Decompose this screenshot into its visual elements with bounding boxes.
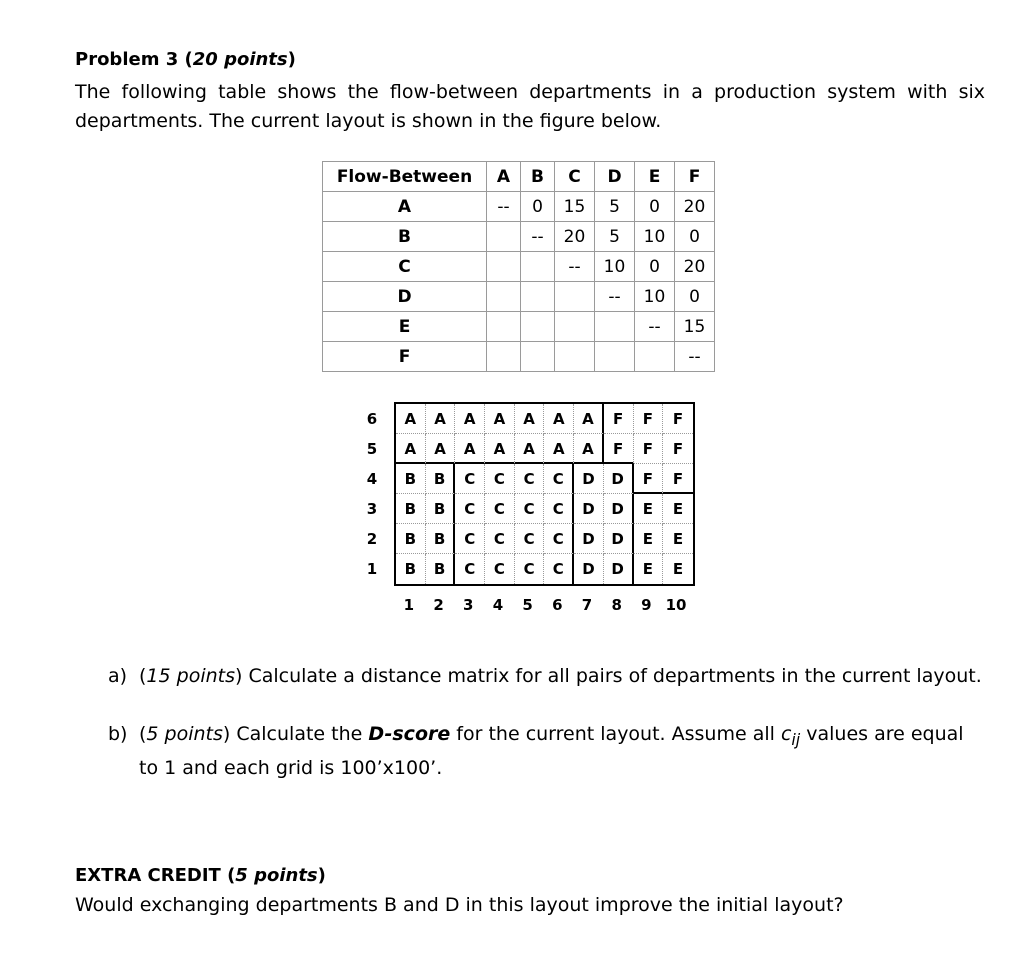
flow-cell bbox=[555, 342, 595, 372]
flow-cell: -- bbox=[487, 192, 521, 222]
flow-cell: 20 bbox=[555, 222, 595, 252]
flow-cell: 5 bbox=[595, 222, 635, 252]
problem-points: 20 points bbox=[192, 49, 288, 70]
flow-cell: 0 bbox=[675, 282, 715, 312]
layout-cell: F bbox=[604, 404, 634, 434]
flow-cell bbox=[555, 312, 595, 342]
layout-cell: A bbox=[574, 404, 604, 434]
flow-table-row bbox=[323, 192, 715, 222]
extra-credit-title: EXTRA CREDIT (5 points) bbox=[75, 865, 326, 886]
flow-cell bbox=[595, 342, 635, 372]
layout-cell: F bbox=[604, 434, 634, 464]
layout-cell: C bbox=[455, 494, 485, 524]
layout-cell: C bbox=[455, 464, 485, 494]
flow-cell: 0 bbox=[521, 192, 555, 222]
layout-cell: C bbox=[515, 464, 545, 494]
flow-cell: -- bbox=[521, 222, 555, 252]
flow-cell bbox=[521, 342, 555, 372]
layout-col-label: 10 bbox=[665, 596, 687, 614]
flow-cell bbox=[635, 342, 675, 372]
layout-cell: C bbox=[455, 554, 485, 584]
flow-cell: -- bbox=[595, 282, 635, 312]
layout-cell: B bbox=[396, 554, 426, 584]
layout-row-label: 5 bbox=[366, 440, 378, 458]
layout-cell: D bbox=[574, 524, 604, 554]
flow-table-row bbox=[323, 282, 715, 312]
flow-cell: 15 bbox=[555, 192, 595, 222]
layout-cell: C bbox=[544, 524, 574, 554]
layout-cell: A bbox=[515, 404, 545, 434]
flow-cell: 0 bbox=[675, 222, 715, 252]
layout-cell: E bbox=[672, 560, 684, 578]
layout-cell: B bbox=[396, 494, 426, 524]
layout-cell: F bbox=[663, 464, 693, 494]
layout-cell: A bbox=[485, 434, 515, 464]
layout-cell: D bbox=[604, 524, 634, 554]
flow-table-row bbox=[323, 222, 715, 252]
layout-col-label: 4 bbox=[492, 596, 504, 614]
flow-cell: 20 bbox=[675, 192, 715, 222]
flow-col-header: D bbox=[595, 162, 635, 192]
flow-row-label: D bbox=[323, 282, 487, 312]
layout-cell: C bbox=[455, 524, 485, 554]
layout-cell: A bbox=[544, 434, 574, 464]
flow-cell: 10 bbox=[595, 252, 635, 282]
flow-cell bbox=[487, 342, 521, 372]
part-a-text: (15 points) Calculate a distance matrix for all pairs of departments in the current layout. bbox=[139, 665, 982, 687]
flow-cell bbox=[595, 312, 635, 342]
layout-cell: F bbox=[634, 404, 664, 434]
layout-grid bbox=[394, 402, 695, 586]
flow-header-label: Flow-Between bbox=[323, 162, 487, 192]
flow-cell: -- bbox=[555, 252, 595, 282]
flow-cell bbox=[555, 282, 595, 312]
flow-col-header: F bbox=[675, 162, 715, 192]
flow-table-row bbox=[323, 312, 715, 342]
layout-cell: E bbox=[634, 524, 664, 554]
layout-cell: A bbox=[426, 434, 456, 464]
flow-cell: 10 bbox=[635, 222, 675, 252]
flow-col-header: B bbox=[521, 162, 555, 192]
flow-row-label: F bbox=[323, 342, 487, 372]
layout-cell: A bbox=[455, 404, 485, 434]
layout-cell: A bbox=[574, 434, 604, 464]
part-b-marker: b) bbox=[108, 723, 128, 745]
flow-cell: 5 bbox=[595, 192, 635, 222]
layout-row-label: 4 bbox=[366, 470, 378, 488]
layout-col-label: 2 bbox=[433, 596, 444, 614]
layout-cell: D bbox=[604, 554, 634, 584]
flow-row-label: E bbox=[323, 312, 487, 342]
flow-col-header: A bbox=[487, 162, 521, 192]
layout-col-label: 8 bbox=[611, 596, 622, 614]
layout-cell: D bbox=[604, 464, 634, 494]
flow-between-table bbox=[322, 161, 715, 372]
layout-cell: C bbox=[485, 524, 515, 554]
layout-cell: B bbox=[396, 524, 426, 554]
layout-row-label: 6 bbox=[366, 410, 378, 428]
layout-cell: A bbox=[544, 404, 574, 434]
layout-cell: A bbox=[396, 434, 426, 464]
layout-cell: F bbox=[663, 434, 693, 464]
layout-row-label: 1 bbox=[366, 560, 378, 578]
layout-cell: D bbox=[574, 554, 604, 584]
layout-col-label: 5 bbox=[522, 596, 533, 614]
layout-cell: C bbox=[544, 494, 574, 524]
flow-row-label: B bbox=[323, 222, 487, 252]
layout-cell: C bbox=[485, 464, 515, 494]
problem-intro: The following table shows the flow-between departments in a production system with six departments. The current layout is shown in the figure below. bbox=[75, 81, 985, 132]
layout-col-label: 9 bbox=[641, 596, 652, 614]
flow-cell: 0 bbox=[635, 252, 675, 282]
flow-cell: 15 bbox=[675, 312, 715, 342]
layout-cell: F bbox=[663, 404, 693, 434]
layout-cell: B bbox=[426, 464, 456, 494]
part-b-text: (5 points) Calculate the D-score for the current layout. Assume all $c_{ij}$ values are equal to 1 and each grid is 100’x100’. bbox=[139, 723, 964, 779]
layout-cell: C bbox=[515, 494, 545, 524]
layout-cell: E bbox=[663, 494, 693, 524]
part-b bbox=[108, 720, 964, 779]
flow-table-row bbox=[323, 252, 715, 282]
layout-cell: A bbox=[485, 404, 515, 434]
flow-col-header: E bbox=[635, 162, 675, 192]
layout-cell: C bbox=[544, 554, 574, 584]
layout-cell: B bbox=[426, 524, 456, 554]
flow-table-header-row bbox=[323, 162, 715, 192]
flow-row-label: A bbox=[323, 192, 487, 222]
layout-cell: E bbox=[634, 554, 664, 584]
layout-cell: B bbox=[426, 494, 456, 524]
layout-row-label: 3 bbox=[366, 500, 378, 518]
extra-credit-question: Would exchanging departments B and D in this layout improve the initial layout? bbox=[75, 894, 844, 916]
layout-cell: F bbox=[634, 434, 664, 464]
layout-cell: B bbox=[426, 554, 456, 584]
layout-cell: A bbox=[396, 404, 426, 434]
problem-title: Problem 3 (20 points) bbox=[75, 49, 296, 70]
flow-table-row bbox=[323, 342, 715, 372]
layout-cell: A bbox=[515, 434, 545, 464]
layout-cell: C bbox=[485, 494, 515, 524]
layout-col-label: 1 bbox=[403, 596, 415, 614]
layout-cell: C bbox=[515, 524, 545, 554]
layout-cell: B bbox=[396, 464, 426, 494]
part-a-marker: a) bbox=[108, 665, 128, 687]
flow-cell bbox=[521, 312, 555, 342]
layout-cell: A bbox=[455, 434, 485, 464]
layout-cell: A bbox=[426, 404, 456, 434]
layout-cell: D bbox=[574, 494, 604, 524]
flow-cell: -- bbox=[635, 312, 675, 342]
layout-cell: F bbox=[634, 464, 664, 494]
layout-cell: E bbox=[634, 494, 664, 524]
layout-row-label: 2 bbox=[366, 530, 378, 548]
flow-cell: 10 bbox=[635, 282, 675, 312]
layout-cell: D bbox=[604, 494, 634, 524]
flow-col-header: C bbox=[555, 162, 595, 192]
layout-cell: C bbox=[544, 464, 574, 494]
layout-col-label: 3 bbox=[463, 596, 474, 614]
flow-cell bbox=[487, 282, 521, 312]
flow-cell bbox=[487, 222, 521, 252]
layout-cell: C bbox=[485, 554, 515, 584]
part-a bbox=[108, 662, 982, 691]
layout-cell: E bbox=[663, 524, 693, 554]
flow-cell bbox=[521, 282, 555, 312]
flow-cell: -- bbox=[675, 342, 715, 372]
layout-col-label: 7 bbox=[581, 596, 593, 614]
flow-cell: 20 bbox=[675, 252, 715, 282]
layout-col-label: 6 bbox=[552, 596, 563, 614]
flow-cell bbox=[521, 252, 555, 282]
layout-cell: D bbox=[574, 464, 604, 494]
flow-cell bbox=[487, 312, 521, 342]
flow-row-label: C bbox=[323, 252, 487, 282]
flow-cell: 0 bbox=[635, 192, 675, 222]
layout-col-labels bbox=[394, 596, 691, 614]
flow-cell bbox=[487, 252, 521, 282]
layout-cell: C bbox=[515, 554, 545, 584]
